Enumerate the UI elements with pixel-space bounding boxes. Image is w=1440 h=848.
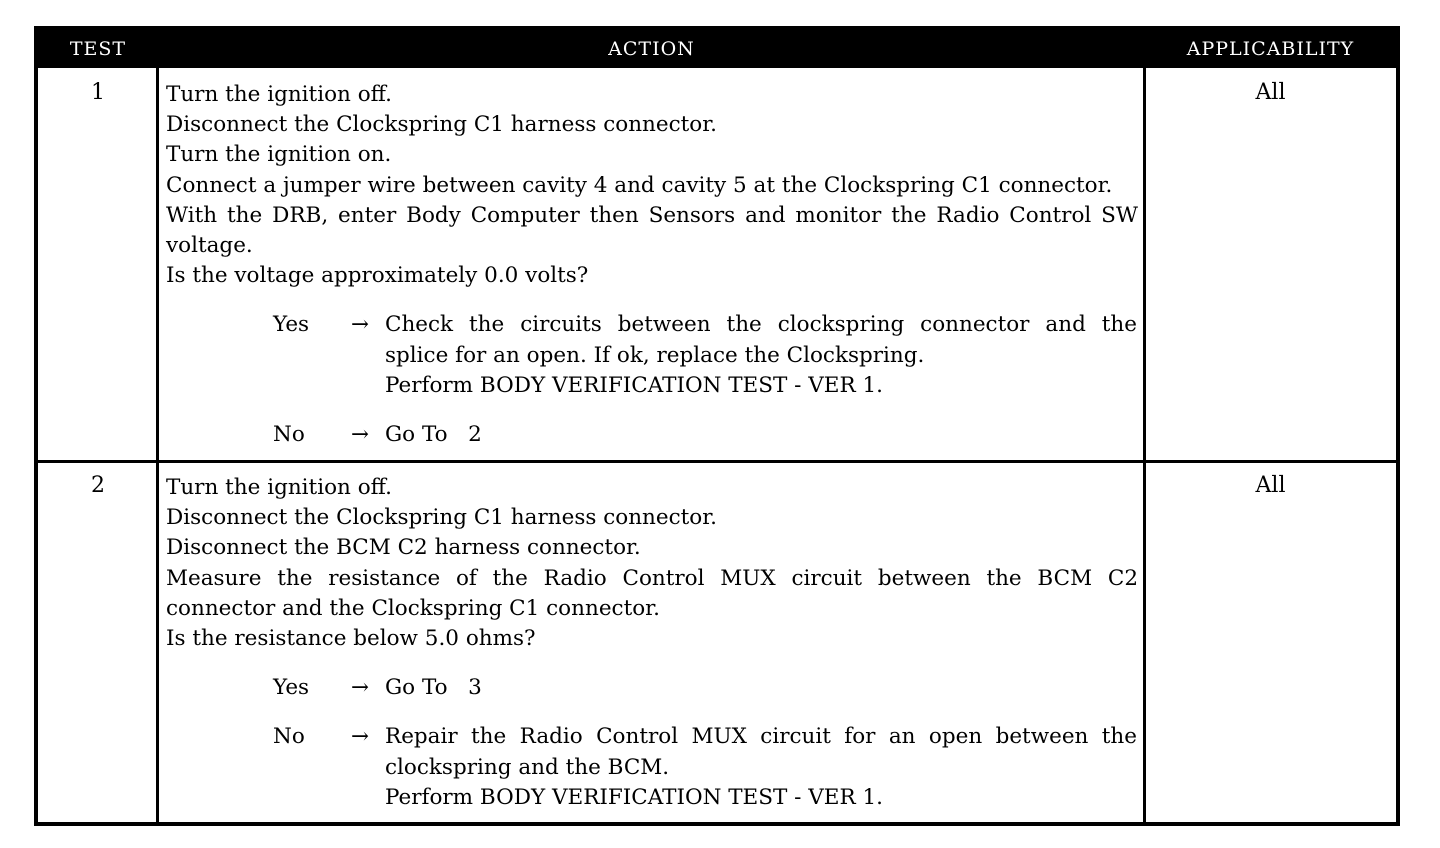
result-line: Go To 3 — [385, 675, 482, 701]
arrow-icon: → — [350, 724, 369, 750]
result-no — [273, 420, 1138, 450]
column-divider — [1143, 68, 1146, 826]
result-line: Perform BODY VERIFICATION TEST - VER 1. — [385, 372, 884, 398]
result-yes — [273, 673, 1138, 703]
action-step: With the DRB, enter Body Computer then Sensors and monitor the Radio Control SW — [166, 202, 1138, 228]
action-step: Turn the ignition on. — [166, 142, 392, 168]
test-action-2 — [166, 473, 1138, 813]
header-action: ACTION — [608, 38, 695, 60]
action-step: voltage. — [166, 233, 253, 259]
applicability-value: All — [1255, 80, 1286, 105]
result-yes — [273, 310, 1138, 401]
result-label: No — [273, 422, 305, 448]
test-action-1 — [166, 80, 1138, 450]
result-line: Repair the Radio Control MUX circuit for an open between the — [385, 724, 1137, 750]
action-step: Disconnect the Clockspring C1 harness connector. — [166, 112, 718, 138]
table-header — [38, 30, 1396, 68]
result-label: No — [273, 724, 305, 750]
arrow-icon: → — [350, 675, 369, 701]
arrow-icon: → — [350, 312, 369, 338]
action-step: Connect a jumper wire between cavity 4 and cavity 5 at the Clockspring C1 connector. — [166, 172, 1113, 198]
result-no — [273, 722, 1138, 813]
result-text — [385, 722, 1137, 813]
action-step: Disconnect the Clockspring C1 harness connector. — [166, 505, 718, 531]
row-divider — [38, 460, 1396, 463]
action-step: Disconnect the BCM C2 harness connector. — [166, 535, 641, 561]
action-step: Is the voltage approximately 0.0 volts? — [166, 263, 589, 289]
applicability-value: All — [1255, 473, 1286, 498]
result-text — [385, 420, 1137, 450]
result-text — [385, 310, 1137, 401]
result-line: Go To 2 — [385, 422, 482, 448]
action-step: Measure the resistance of the Radio Control MUX circuit between the BCM C2 — [166, 565, 1138, 591]
column-divider — [156, 68, 159, 826]
header-test: TEST — [69, 38, 127, 60]
result-label: Yes — [273, 312, 310, 338]
test-number: 2 — [91, 473, 105, 498]
arrow-icon: → — [350, 422, 369, 448]
test-number: 1 — [91, 80, 105, 105]
action-step: Is the resistance below 5.0 ohms? — [166, 626, 536, 652]
result-label: Yes — [273, 675, 310, 701]
result-line: splice for an open. If ok, replace the Clockspring. — [385, 342, 925, 368]
action-step: Turn the ignition off. — [166, 82, 392, 107]
result-line: Check the circuits between the clockspring connector and the — [385, 312, 1137, 338]
result-line: clockspring and the BCM. — [385, 754, 670, 780]
result-text — [385, 673, 1137, 703]
action-step: connector and the Clockspring C1 connector. — [166, 595, 660, 621]
header-applicability: APPLICABILITY — [1186, 38, 1355, 60]
result-line: Perform BODY VERIFICATION TEST - VER 1. — [385, 784, 884, 810]
diagnostic-table — [34, 26, 1400, 826]
action-step: Turn the ignition off. — [166, 475, 392, 500]
